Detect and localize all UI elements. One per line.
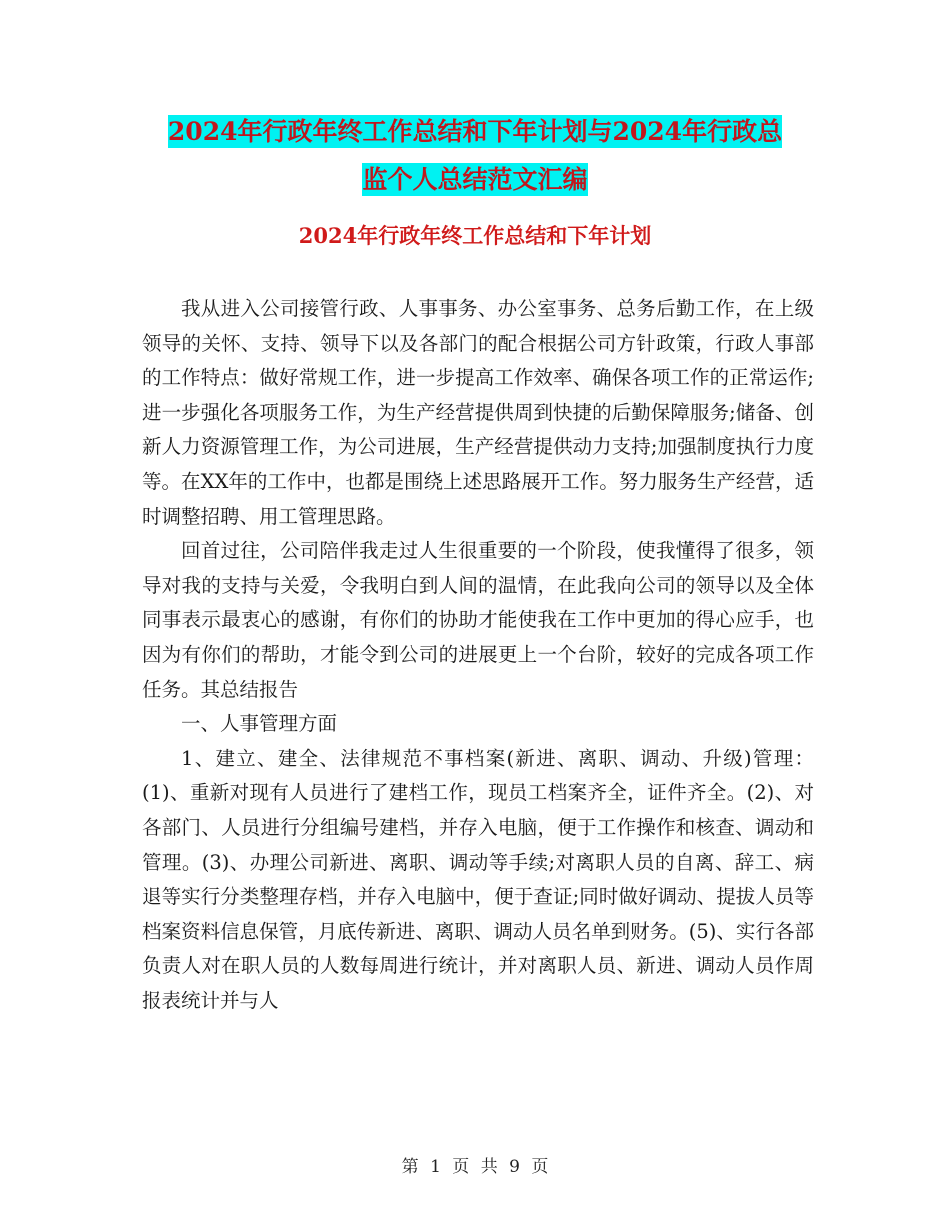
paragraph-gratitude: 回首过往，公司陪伴我走过人生很重要的一个阶段，使我懂得了很多，领导对我的支持与关爱，令我明白到人间的温情，在此我向公司的领导以及全体同事表示最衷心的感谢，有你们的协助才能使我在工作中更加的得心应手，也因为有你们的帮助，才能令到公司的进展更上一个台阶，较好的完成各项工作任务。其总结报告 (142, 539, 814, 701)
paragraph-intro: 我从进入公司接管行政、人事事务、办公室事务、总务后勤工作，在上级领导的关怀、支持、领导下以及各部门的配合根据公司方针政策，行政人事部的工作特点：做好常规工作，进一步提高工作效率、确保各项工作的正常运作;进一步强化各项服务工作，为生产经营提供周到快捷的后勤保障服务;储备、创新人力资源管理工作，为公司进展，生产经营提供动力支持;加强制度执行力度等。在XX年的工作中，也都是围绕上述思路展开工作。努力服务生产经营，适时调整招聘、用工管理思路。 (142, 297, 814, 528)
document-title (140, 108, 810, 204)
title-line-2: 监个人总结范文汇编 (362, 165, 588, 194)
document-body (142, 292, 814, 1018)
title-line-1: 2024年行政年终工作总结和下年计划与2024年行政总 (167, 117, 783, 146)
heading-personnel-management: 一、人事管理方面 (181, 712, 338, 736)
section-title: 2024年行政年终工作总结和下年计划 (298, 223, 652, 248)
paragraph-archive-management: 1、建立、建全、法律规范不事档案(新进、离职、调动、升级)管理：(1)、重新对现有人员进行了建档工作，现员工档案齐全，证件齐全。(2)、对各部门、人员进行分组编号建档，并存入电脑，便于工作操作和核查、调动和管理。(3)、办理公司新进、离职、调动等手续;对离职人员的自离、辞工、病退等实行分类整理存档，并存入电脑中，便于查证;同时做好调动、提拔人员等档案资料信息保管，月底传新进、离职、调动人员名单到财务。(5)、实行各部负责人对在职人员的人数每周进行统计，并对离职人员、新进、调动人员作周报表统计并与人 (142, 746, 814, 1012)
page-indicator: 第 1 页 共 9 页 (401, 1157, 549, 1177)
